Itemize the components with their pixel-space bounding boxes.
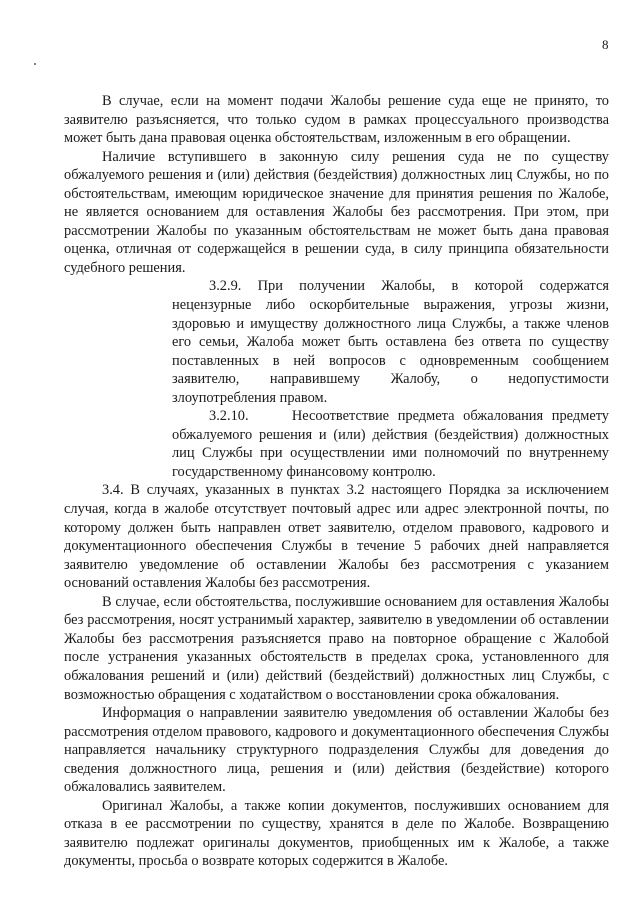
scan-speck [34, 63, 36, 65]
subclause-3-2-9: 3.2.9. При получении Жалобы, в которой содержатся нецензурные либо оскорбительные выражения, угрозы жизни, здоровью и имуществу должностного лица Службы, а также членов его семьи, Жалоба может быть оставлена без ответа по существу поставленных в ней вопросов с одновременным сообщением заявителю, направившему Жалобу, о недопустимости злоупотребления правом. [172, 278, 609, 406]
subclause-3-2-10: 3.2.10. Несоответствие предмета обжалования предмету обжалуемого решения и (или) действия (бездействия) должностных лиц Службы при осуществлении ими полномочий по внутреннему государственному финансовому контролю. [172, 408, 613, 480]
paragraph: Наличие вступившего в законную силу решения суда не по существу обжалуемого решения и (или) действия (бездействия) должностных лиц Службы, но по обстоятельствам, имеющим юридическое значение для принятия решения по Жалобе, не является основанием для оставления Жалобы без рассмотрения. При этом, при рассмотрении Жалобы по указанным обстоятельствам не может быть дана правовая оценка, отличная от содержащейся в решении суда, в силу принципа обязательности судебного решения. [64, 148, 609, 276]
document-body [64, 92, 613, 871]
clause-3-4: 3.4. В случаях, указанных в пунктах 3.2 настоящего Порядка за исключением случая, когда в жалобе отсутствует почтовый адрес или адрес электронной почты, по которому должен быть направлен ответ заявителю, отделом правового, кадрового и документационного обеспечения Службы в течение 5 рабочих дней направляется заявителю уведомление об оставлении Жалобы без рассмотрения с указанием оснований оставления Жалобы без рассмотрения. [64, 482, 609, 592]
paragraph: В случае, если обстоятельства, послужившие основанием для оставления Жалобы без рассмотрения, носят устранимый характер, заявителю в уведомлении об оставлении Жалобы без рассмотрения разъясняется право на повторное обращение с Жалобой после устранения указанных обстоятельств в пределах срока, установленного для обжалования решений и (или) действий (бездействий) должностных лиц Службы, с возможностью обращения с ходатайством о восстановлении срока обжалования. [64, 593, 609, 703]
paragraph: В случае, если на момент подачи Жалобы решение суда еще не принято, то заявителю разъясняется, что только судом в рамках процессуального производства может быть дана правовая оценка обстоятельствам, изложенным в его обращении. [64, 93, 609, 147]
paragraph: Информация о направлении заявителю уведомления об оставлении Жалобы без рассмотрения отделом правового, кадрового и документационного обеспечения Службы направляется начальнику структурного подразделения Службы для доведения до сведения должностного лица, решения и (или) действия (бездействие) которого обжаловались заявителем. [64, 705, 609, 796]
paragraph: Оригинал Жалобы, а также копии документов, послуживших основанием для отказа в ее рассмотрении по существу, хранятся в деле по Жалобе. Возвращению заявителю подлежат оригиналы документов, приобщенных им к Жалобе, а также документы, просьба о возврате которых содержится в Жалобе. [64, 797, 609, 870]
page-number: 8 [602, 37, 609, 52]
